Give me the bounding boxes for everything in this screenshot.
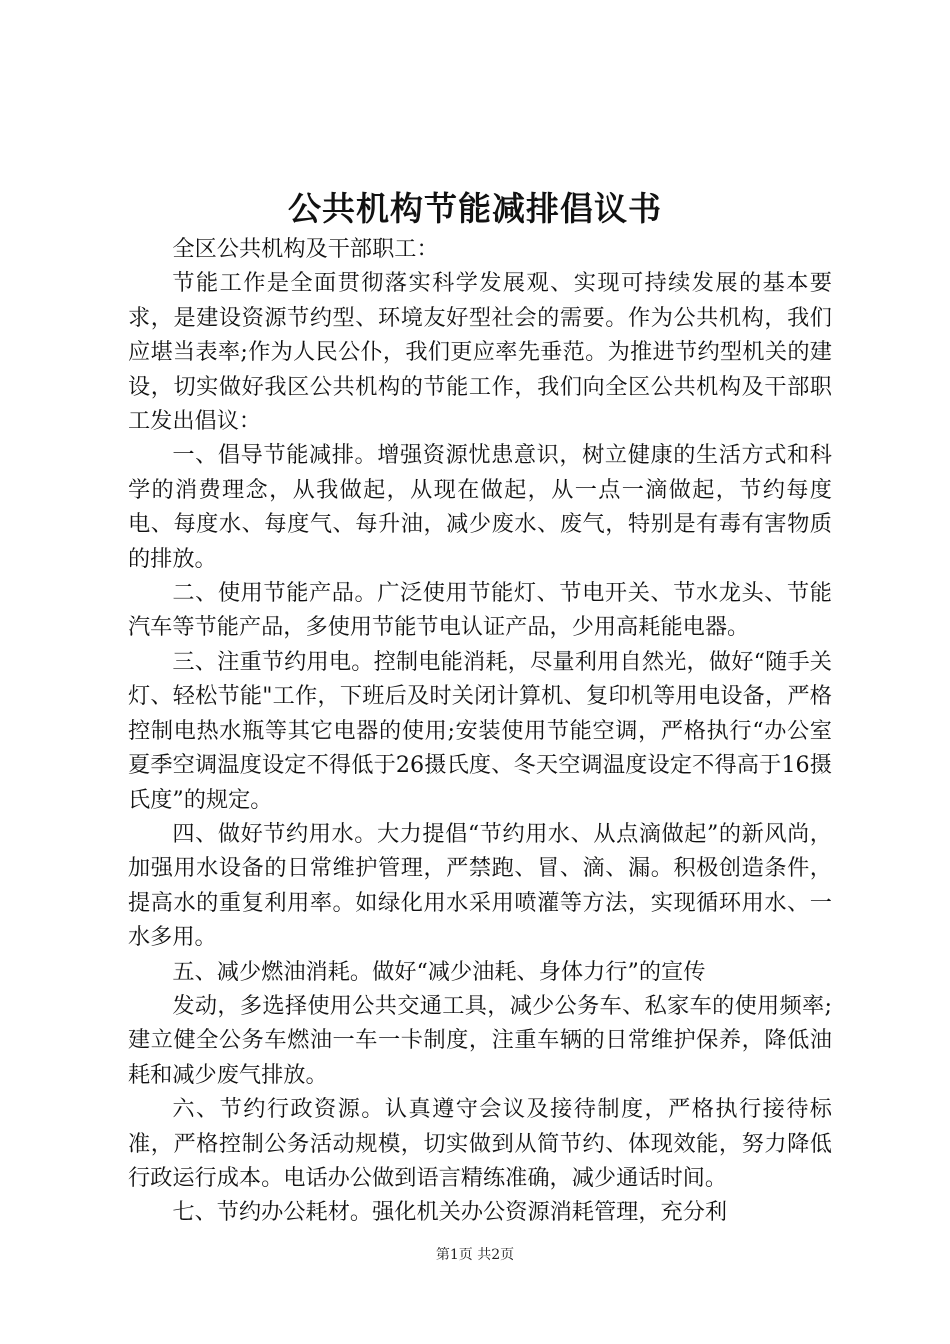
salutation: 全区公共机构及干部职工： <box>172 236 439 262</box>
paragraph: 节能工作是全面贯彻落实科学发展观、实现可持续发展的基本要求，是建设资源节约型、环境友好型社会的需要。作为公共机构，我们应堪当表率;作为人民公仆，我们更应率先垂范。为推进节约型机关的建设，切实做好我区公共机构的节能工作，我们向全区公共机构及干部职工发出倡议： <box>128 270 832 435</box>
paragraph: 一、倡导节能减排。增强资源忧患意识，树立健康的生活方式和科学的消费理念，从我做起，从现在做起，从一点一滴做起，节约每度电、每度水、每度气、每升油，减少废水、废气，特别是有毒有害物质的排放。 <box>128 442 832 572</box>
paragraph: 发动，多选择使用公共交通工具，减少公务车、私家车的使用频率;建立健全公务车燃油一车一卡制度，注重车辆的日常维护保养，降低油耗和减少废气排放。 <box>128 992 832 1088</box>
paragraph: 七、节约办公耗材。强化机关办公资源消耗管理，充分利 <box>172 1199 728 1226</box>
paragraph: 五、减少燃油消耗。做好“减少油耗、身体力行”的宣传 <box>172 958 706 985</box>
document-title: 公共机构节能减排倡议书 <box>288 189 662 228</box>
paragraph: 二、使用节能产品。广泛使用节能灯、节电开关、节水龙头、节能汽车等节能产品，多使用节能节电认证产品，少用高耗能电器。 <box>128 580 832 641</box>
page-footer: 第1页 共2页 <box>435 1247 515 1263</box>
paragraph: 三、注重节约用电。控制电能消耗，尽量利用自然光，做好“随手关灯、轻松节能"工作，下班后及时关闭计算机、复印机等用电设备，严格控制电热水瓶等其它电器的使用;安装使用节能空调，严格执行“办公室夏季空调温度设定不得低于26摄氏度、冬天空调温度设定不得高于16摄氏度”的规定。 <box>128 648 832 813</box>
paragraph: 六、节约行政资源。认真遵守会议及接待制度，严格执行接待标准，严格控制公务活动规模，切实做到从简节约、体现效能，努力降低行政运行成本。电话办公做到语言精练准确，减少通话时间。 <box>128 1096 832 1191</box>
paragraph: 四、做好节约用水。大力提倡“节约用水、从点滴做起”的新风尚，加强用水设备的日常维护管理，严禁跑、冒、滴、漏。积极创造条件，提高水的重复利用率。如绿化用水采用喷灌等方法，实现循环用水、一水多用。 <box>128 820 832 951</box>
document-body <box>128 232 832 1230</box>
